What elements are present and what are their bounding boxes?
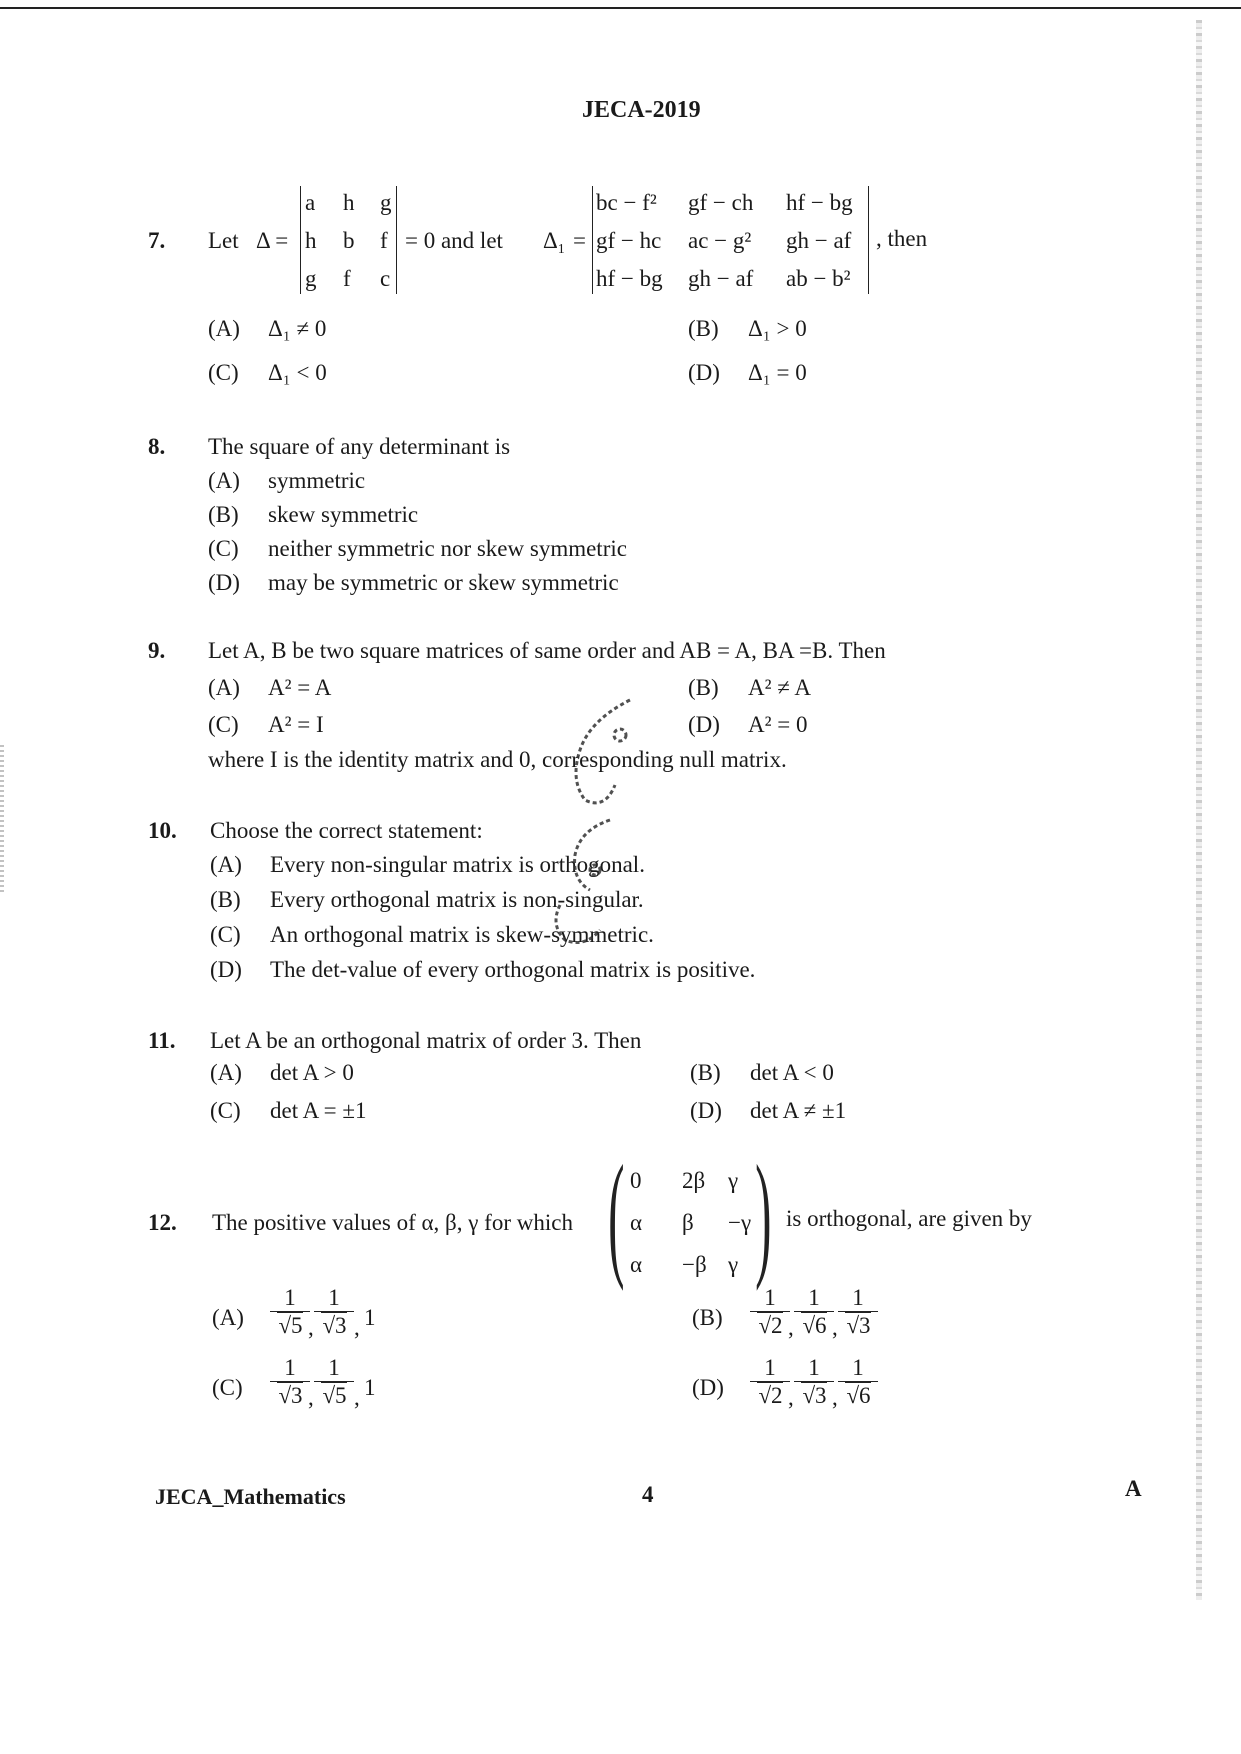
det1-entry: f bbox=[380, 228, 388, 253]
q7-let: Let bbox=[208, 228, 239, 253]
option-text: may be symmetric or skew symmetric bbox=[268, 570, 619, 595]
comma: , bbox=[788, 1315, 794, 1340]
fraction bbox=[838, 1355, 878, 1410]
option-text: Δ₁ > 0 bbox=[748, 316, 807, 341]
option-text: skew symmetric bbox=[268, 502, 419, 527]
det2-entry: gh − af bbox=[786, 228, 852, 253]
matrix-entry: −β bbox=[682, 1252, 707, 1277]
question-9-note: where I is the identity matrix and 0, corresponding null matrix. bbox=[208, 747, 787, 772]
fraction bbox=[270, 1285, 310, 1340]
option-text: Δ₁ ≠ 0 bbox=[268, 316, 327, 341]
fraction-denominator: √2 bbox=[758, 1383, 783, 1408]
det1-entry: a bbox=[305, 190, 316, 215]
question-8-number: 8. bbox=[148, 434, 166, 459]
question-10-text: Choose the correct statement: bbox=[210, 818, 483, 843]
question-7-number: 7. bbox=[148, 228, 166, 253]
question-12-text: The positive values of α, β, γ for which bbox=[212, 1210, 573, 1235]
fraction-denominator: √6 bbox=[802, 1313, 827, 1338]
comma: , bbox=[308, 1385, 314, 1410]
fraction bbox=[270, 1355, 310, 1410]
option-text: det A = ±1 bbox=[270, 1098, 367, 1123]
matrix-entry: α bbox=[630, 1210, 643, 1235]
comma: , bbox=[832, 1385, 838, 1410]
matrix-right-paren: ) bbox=[755, 1137, 772, 1292]
question-9-number: 9. bbox=[148, 638, 166, 663]
det2-entry: ab − b² bbox=[786, 266, 851, 291]
option-label: (A) bbox=[212, 1305, 244, 1330]
option-label: (B) bbox=[688, 316, 719, 341]
comma: , bbox=[354, 1315, 360, 1340]
fraction-numerator: 1 bbox=[808, 1355, 820, 1380]
option-tail: 1 bbox=[364, 1305, 376, 1330]
det1-entry: h bbox=[343, 190, 355, 215]
fraction-numerator: 1 bbox=[852, 1285, 864, 1310]
option-label: (C) bbox=[208, 712, 239, 737]
fraction-denominator: √2 bbox=[758, 1313, 783, 1338]
matrix-entry: 0 bbox=[630, 1168, 642, 1193]
scan-edge bbox=[1196, 20, 1202, 1600]
det1-right-bar bbox=[396, 186, 397, 294]
det2-entry: gf − hc bbox=[596, 228, 662, 253]
option-label: (B) bbox=[688, 675, 719, 700]
comma: , bbox=[308, 1315, 314, 1340]
fraction-denominator: √3 bbox=[846, 1313, 871, 1338]
footer-paper-code: A bbox=[1125, 1476, 1142, 1501]
option-text: The det-value of every orthogonal matrix is positive. bbox=[270, 957, 756, 982]
option-label: (A) bbox=[208, 675, 240, 700]
fraction-numerator: 1 bbox=[764, 1355, 776, 1380]
question-12-number: 12. bbox=[148, 1210, 177, 1235]
det2-entry: bc − f² bbox=[596, 190, 657, 215]
option-text: symmetric bbox=[268, 468, 366, 493]
option-label: (A) bbox=[208, 468, 240, 493]
option-text: det A < 0 bbox=[750, 1060, 834, 1085]
option-label: (D) bbox=[692, 1375, 724, 1400]
fraction-denominator: √6 bbox=[846, 1383, 871, 1408]
question-10-number: 10. bbox=[148, 818, 177, 843]
fraction-numerator: 1 bbox=[764, 1285, 776, 1310]
matrix-entry: β bbox=[682, 1210, 694, 1235]
det1-entry: g bbox=[305, 266, 317, 291]
q7-delta-eq: Δ = bbox=[256, 228, 289, 253]
det2-entry: hf − bg bbox=[786, 190, 853, 215]
option-label: (B) bbox=[210, 887, 241, 912]
q7-mid-text: = 0 and let bbox=[405, 228, 503, 253]
fraction bbox=[750, 1355, 790, 1410]
matrix-left-paren: ( bbox=[608, 1137, 625, 1292]
option-label: (B) bbox=[692, 1305, 723, 1330]
option-label: (A) bbox=[210, 1060, 242, 1085]
option-label: (C) bbox=[210, 1098, 241, 1123]
option-label: (D) bbox=[688, 360, 720, 385]
q7-delta1-symbol: $\Delta_1$ bbox=[543, 228, 565, 257]
option-text: Every non-singular matrix is orthogonal. bbox=[270, 852, 645, 877]
matrix-entry: γ bbox=[728, 1168, 739, 1193]
fraction-denominator: √3 bbox=[802, 1383, 827, 1408]
option-label: (C) bbox=[210, 922, 241, 947]
comma: , bbox=[354, 1385, 360, 1410]
matrix-entry: γ bbox=[728, 1252, 739, 1277]
footer-subject: JECA_Mathematics bbox=[155, 1484, 346, 1509]
fraction-numerator: 1 bbox=[284, 1355, 296, 1380]
option-label: (B) bbox=[208, 502, 239, 527]
det1-entry: g bbox=[380, 190, 392, 215]
fraction-denominator: √5 bbox=[278, 1313, 303, 1338]
fraction-numerator: 1 bbox=[852, 1355, 864, 1380]
matrix-entry: 2β bbox=[682, 1168, 706, 1193]
det1-entry: c bbox=[380, 266, 391, 291]
fraction-numerator: 1 bbox=[284, 1285, 296, 1310]
matrix-entry: −γ bbox=[728, 1210, 752, 1235]
question-9-text: Let A, B be two square matrices of same order and AB = A, BA =B. Then bbox=[208, 638, 886, 663]
det2-entry: ac − g² bbox=[688, 228, 752, 253]
question-11-number: 11. bbox=[148, 1028, 176, 1053]
option-text: A² ≠ A bbox=[748, 675, 811, 700]
det2-entry: hf − bg bbox=[596, 266, 663, 291]
footer-page-number: 4 bbox=[642, 1482, 654, 1507]
matrix-entry: α bbox=[630, 1252, 643, 1277]
option-text: det A > 0 bbox=[270, 1060, 354, 1085]
question-8-text: The square of any determinant is bbox=[208, 434, 511, 459]
option-label: (C) bbox=[212, 1375, 243, 1400]
option-label: (D) bbox=[210, 957, 242, 982]
fraction-denominator: √3 bbox=[322, 1313, 347, 1338]
option-label: (A) bbox=[210, 852, 242, 877]
fraction bbox=[794, 1285, 834, 1340]
option-label: (D) bbox=[208, 570, 240, 595]
det1-entry: f bbox=[343, 266, 351, 291]
option-text: neither symmetric nor skew symmetric bbox=[268, 536, 627, 561]
option-text: A² = I bbox=[268, 712, 324, 737]
fraction-numerator: 1 bbox=[328, 1355, 340, 1380]
option-tail: 1 bbox=[364, 1375, 376, 1400]
comma: , bbox=[832, 1315, 838, 1340]
option-label: (D) bbox=[690, 1098, 722, 1123]
option-label: (D) bbox=[688, 712, 720, 737]
fraction-denominator: √5 bbox=[322, 1383, 347, 1408]
det1-entry: h bbox=[305, 228, 317, 253]
option-text: A² = A bbox=[268, 675, 332, 700]
det1-entry: b bbox=[343, 228, 355, 253]
option-text: An orthogonal matrix is skew-symmetric. bbox=[270, 922, 654, 947]
question-12-text-after: is orthogonal, are given by bbox=[786, 1206, 1032, 1231]
det2-right-bar bbox=[868, 186, 869, 294]
option-text: Δ₁ < 0 bbox=[268, 360, 327, 385]
fraction bbox=[794, 1355, 834, 1410]
fraction bbox=[838, 1285, 878, 1340]
top-rule bbox=[0, 7, 1241, 9]
fraction bbox=[314, 1285, 354, 1340]
option-text: Δ₁ = 0 bbox=[748, 360, 807, 385]
option-label: (C) bbox=[208, 360, 239, 385]
option-label: (C) bbox=[208, 536, 239, 561]
det2-left-bar bbox=[592, 186, 593, 294]
option-text: det A ≠ ±1 bbox=[750, 1098, 847, 1123]
fraction-denominator: √3 bbox=[278, 1383, 303, 1408]
scan-speck bbox=[0, 745, 4, 895]
q7-delta1-eq: = bbox=[573, 228, 586, 253]
det2-entry: gf − ch bbox=[688, 190, 754, 215]
option-text: A² = 0 bbox=[748, 712, 808, 737]
fraction bbox=[750, 1285, 790, 1340]
det2-entry: gh − af bbox=[688, 266, 754, 291]
fraction-numerator: 1 bbox=[328, 1285, 340, 1310]
option-label: (A) bbox=[208, 316, 240, 341]
option-label: (B) bbox=[690, 1060, 721, 1085]
page-header: JECA-2019 bbox=[582, 97, 701, 123]
det1-left-bar bbox=[300, 186, 301, 294]
fraction bbox=[314, 1355, 354, 1410]
comma: , bbox=[788, 1385, 794, 1410]
q7-then: , then bbox=[876, 226, 928, 251]
option-text: Every orthogonal matrix is non-singular. bbox=[270, 887, 644, 912]
fraction-numerator: 1 bbox=[808, 1285, 820, 1310]
watermark-stamp bbox=[520, 680, 670, 960]
question-11-text: Let A be an orthogonal matrix of order 3. Then bbox=[210, 1028, 642, 1053]
